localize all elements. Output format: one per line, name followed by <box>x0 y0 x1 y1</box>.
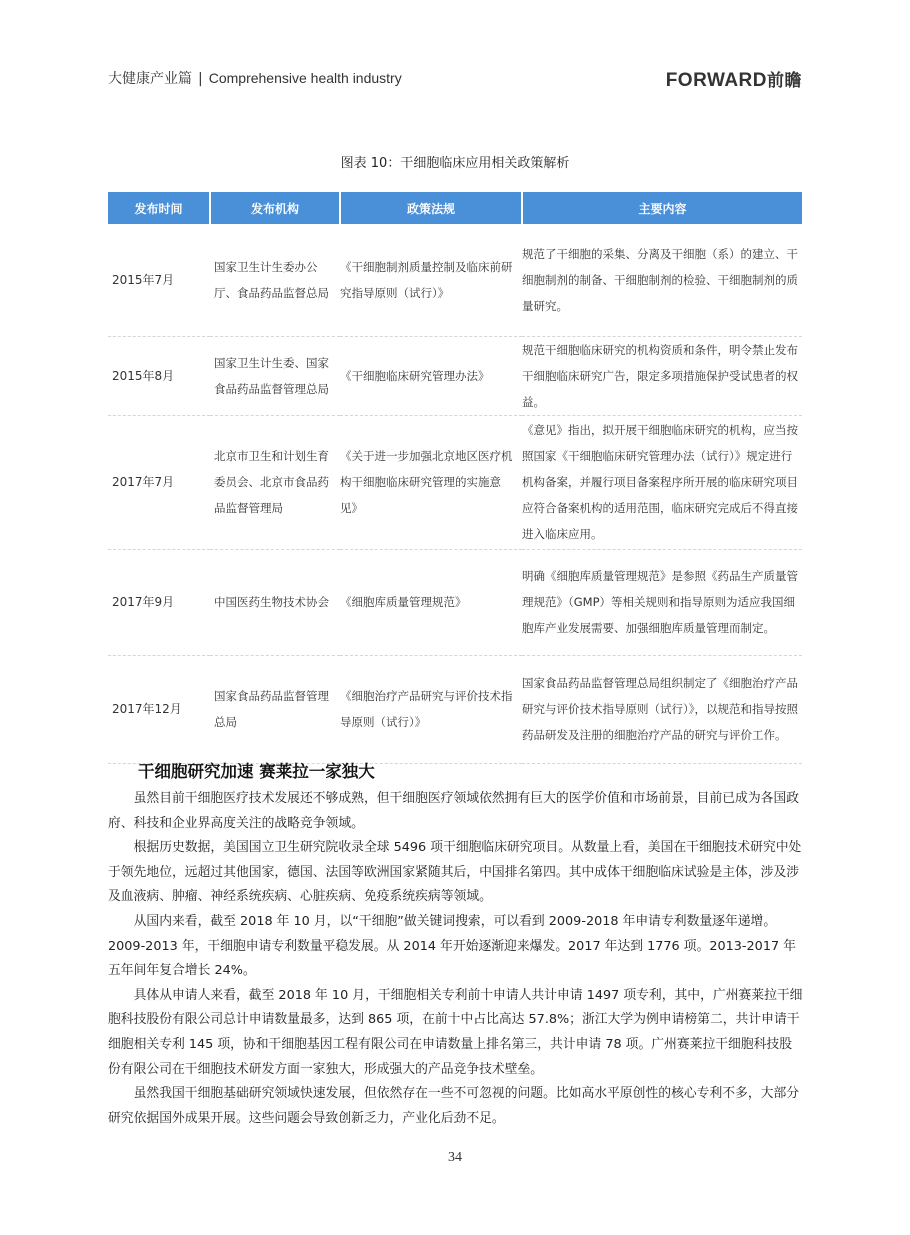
section-title: 干细胞研究加速 赛莱拉一家独大 <box>138 762 375 781</box>
row-org: 国家卫生计生委办公厅、食品药品监督总局 <box>210 224 340 336</box>
header-date: 发布时间 <box>108 192 210 224</box>
page-number: 34 <box>448 1150 462 1165</box>
paragraph: 虽然目前干细胞医疗技术发展还不够成熟，但干细胞医疗领域依然拥有巨大的医学价值和市场前景，目前已成为各国政府、科技和企业界高度关注的战略竞争领域。 <box>108 791 800 831</box>
row-date: 2017年7月 <box>108 415 210 549</box>
body-text <box>108 787 804 1131</box>
table-row <box>108 224 802 336</box>
paragraph: 从国内来看，截至 2018 年 10 月，以“干细胞”做关键词搜索，可以看到 2009-2018 年申请专利数量逐年递增。2009-2013 年，干细胞申请专利数量平稳发展。从 2014 年开始逐渐迎来爆发。2017 年达到 1776 项。2013-2017 年五年间年复合增长 24%。 <box>108 913 796 979</box>
paragraph: 虽然我国干细胞基础研究领域快速发展，但依然存在一些不可忽视的问题。比如高水平原创性的核心专利不多，大部分研究依据国外成果开展。这些问题会导致创新乏力，产业化后劲不足。 <box>108 1086 800 1126</box>
header-org: 发布机构 <box>210 192 340 224</box>
row-content: 明确《细胞库质量管理规范》是参照《药品生产质量管理规范》（GMP）等相关规则和指导原则为适应我国细胞库产业发展需要、加强细胞库质量管理而制定。 <box>522 549 802 655</box>
header-content: 主要内容 <box>522 192 802 224</box>
row-org: 国家卫生计生委、国家食品药品监督管理总局 <box>210 336 340 415</box>
row-org: 北京市卫生和计划生育委员会、北京市食品药品监督管理局 <box>210 415 340 549</box>
header-title <box>108 68 402 88</box>
policy-table <box>108 192 802 764</box>
row-date: 2017年12月 <box>108 655 210 763</box>
header-separator: | <box>198 71 203 87</box>
header-title-en: Comprehensive health industry <box>208 70 402 86</box>
page-header <box>108 68 802 92</box>
header-title-cn: 大健康产业篇 <box>108 71 192 87</box>
table-row <box>108 336 802 415</box>
header-policy: 政策法规 <box>340 192 522 224</box>
row-policy: 《干细胞临床研究管理办法》 <box>340 336 522 415</box>
row-content: 规范了干细胞的采集、分离及干细胞（系）的建立、干细胞制剂的制备、干细胞制剂的检验、干细胞制剂的质量研究。 <box>522 224 802 336</box>
table-row <box>108 655 802 763</box>
row-policy: 《干细胞制剂质量控制及临床前研究指导原则（试行）》 <box>340 224 522 336</box>
row-policy: 《关于进一步加强北京地区医疗机构干细胞临床研究管理的实施意见》 <box>340 415 522 549</box>
logo-text-cn: 前瞻 <box>767 71 802 91</box>
logo-text-en: FORWARD <box>665 70 767 91</box>
row-content: 国家食品药品监督管理总局组织制定了《细胞治疗产品研究与评价技术指导原则（试行）》，以规范和指导按照药品研发及注册的细胞治疗产品的研究与评价工作。 <box>522 655 802 763</box>
row-policy: 《细胞治疗产品研究与评价技术指导原则（试行）》 <box>340 655 522 763</box>
row-date: 2017年9月 <box>108 549 210 655</box>
paragraph: 根据历史数据，美国国立卫生研究院收录全球 5496 项干细胞临床研究项目。从数量上看，美国在干细胞技术研究中处于领先地位，远超过其他国家，德国、法国等欧洲国家紧随其后，中国排名第四。其中成体干细胞临床试验是主体，涉及涉及血液病、肿瘤、神经系统疾病、心脏疾病、免疫系统疾病等领域。 <box>108 840 802 905</box>
row-org: 国家食品药品监督管理总局 <box>210 655 340 763</box>
row-content: 规范干细胞临床研究的机构资质和条件，明令禁止发布干细胞临床研究广告，限定多项措施保护受试患者的权益。 <box>522 336 802 415</box>
row-org: 中国医药生物技术协会 <box>210 549 340 655</box>
row-date: 2015年7月 <box>108 224 210 336</box>
table-caption: 图表 10：干细胞临床应用相关政策解析 <box>340 156 570 171</box>
paragraph: 具体从申请人来看，截至 2018 年 10 月，干细胞相关专利前十申请人共计申请 1497 项专利，其中，广州赛莱拉干细胞科技股份有限公司总计申请数量最多，达到 865 项，在前十中占比高达 57.8%；浙江大学为例申请榜第二，共计申请干细胞相关专利 145 项，协和干细胞基因工程有限公司在申请数量上排名第三，共计申请 78 项。广州赛莱拉干细胞科技股份有限公司在干细胞技术研发方面一家独大，形成强大的产品竞争技术壁垒。 <box>108 987 803 1077</box>
row-policy: 《细胞库质量管理规范》 <box>340 549 522 655</box>
forward-logo <box>666 66 802 92</box>
table-row <box>108 415 802 549</box>
table-row <box>108 549 802 655</box>
row-content: 《意见》指出，拟开展干细胞临床研究的机构，应当按照国家《干细胞临床研究管理办法（试行）》规定进行机构备案，并履行项目备案程序所开展的临床研究项目应符合备案机构的适用范围，临床研究完成后不得直接进入临床应用。 <box>522 415 802 549</box>
table-header-row <box>108 192 802 224</box>
row-date: 2015年8月 <box>108 336 210 415</box>
